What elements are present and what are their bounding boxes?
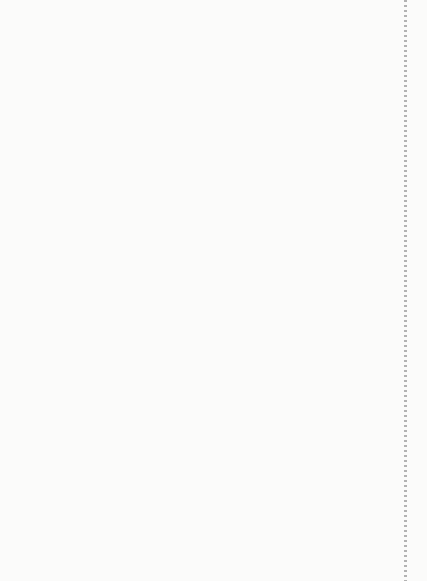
binding-holes — [404, 0, 407, 581]
page-content — [30, 4, 396, 8]
